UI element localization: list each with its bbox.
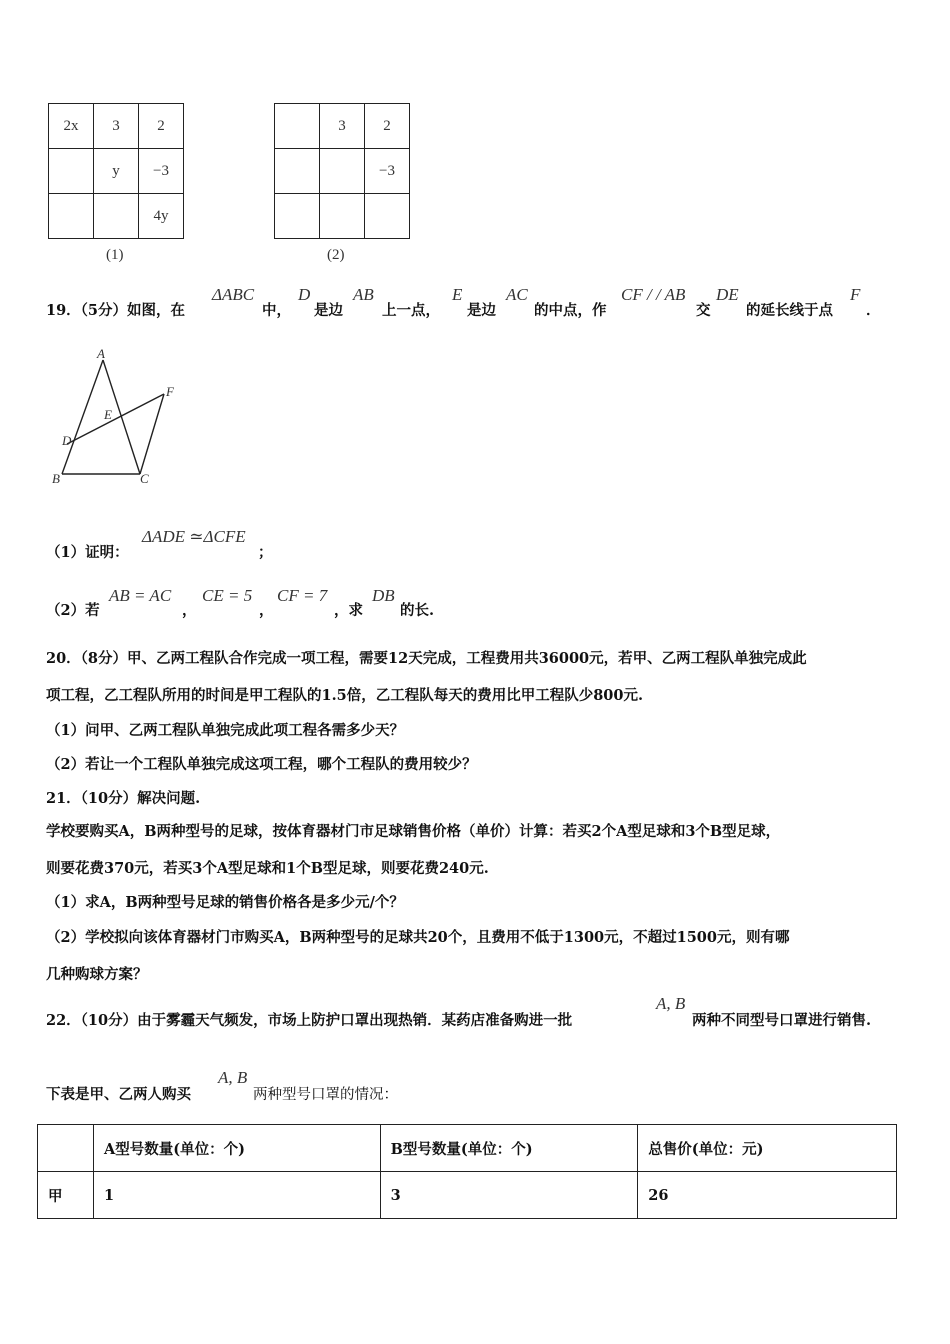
q19-part2-comma-2: ， (259, 602, 274, 619)
grid-1-caption: (1) (106, 247, 124, 263)
grid1-cell: 2 (139, 104, 184, 149)
grid-1 (48, 103, 184, 239)
table-header-cell (38, 1125, 94, 1172)
grid2-cell: 2 (365, 104, 410, 149)
table-header-cell: B型号数量(单位：个) (380, 1125, 638, 1172)
grid2-cell: 3 (320, 104, 365, 149)
grid1-cell (49, 194, 94, 239)
purchase-table (37, 1124, 897, 1219)
label-f: F (166, 384, 174, 399)
grid-2-caption: (2) (327, 247, 345, 263)
q22-math-1: A, B (656, 994, 686, 1013)
q19-part2-text: ，求 (334, 602, 363, 619)
table-cell: 甲 (38, 1172, 94, 1219)
q21-part-2a: （2）学校拟向该体育器材门市购买A，B两种型号的足球共20个，且费用不低于1300元，不超过1500元，则有哪 (46, 929, 790, 946)
q22-math-2: A, B (218, 1068, 248, 1087)
q19-math-d: D (298, 285, 311, 304)
table-row (38, 1172, 897, 1219)
q22-text-4: 两种型号口罩的情况： (253, 1087, 398, 1103)
grid1-cell (94, 194, 139, 239)
q19-part2-label: （2）若 (46, 602, 100, 619)
table-header-row (38, 1125, 897, 1172)
q20-line-2: 项工程，乙工程队所用的时间是甲工程队的1.5倍，乙工程队每天的费用比甲工程队少800元. (46, 687, 644, 704)
label-e: E (104, 407, 112, 422)
q19-part2-math-3: CF = 7 (277, 586, 328, 605)
q21-heading: 21．（10分）解决问题. (46, 790, 201, 807)
q20-part-2: （2）若让一个工程队单独完成这项工程，哪个工程队的费用较少？ (46, 756, 477, 773)
q19-part2-comma-1: ， (182, 602, 197, 619)
q21-part-1: （1）求A，B两种型号足球的销售价格各是多少元/个？ (46, 894, 404, 911)
grid1-cell: 3 (94, 104, 139, 149)
q19-math-cf-ab: CF / / AB (621, 285, 686, 304)
label-d: D (62, 433, 72, 448)
q19-text-9: ． (866, 302, 881, 319)
grid1-cell: y (94, 149, 139, 194)
grid2-cell (275, 149, 320, 194)
grid2-cell (320, 149, 365, 194)
grid1-cell: −3 (139, 149, 184, 194)
q20-line-1: 20．（8分）甲、乙两工程队合作完成一项工程，需要12天完成，工程费用共36000元，若甲、乙两工程队单独完成此 (46, 650, 807, 667)
q19-text-8: 的延长线于点 (746, 302, 833, 319)
q19-math-f: F (850, 285, 861, 304)
q19-math-e: E (452, 285, 463, 304)
q19-part1-label: （1）证明： (46, 544, 129, 561)
q19-part1-end: ； (258, 544, 273, 561)
table-cell: 1 (93, 1172, 380, 1219)
grid2-cell: −3 (365, 149, 410, 194)
table-cell: 3 (380, 1172, 638, 1219)
label-c: C (140, 471, 149, 486)
q19-math-ab: AB (353, 285, 374, 304)
q19-text-5: 是边 (467, 302, 496, 319)
q22-text-3: 下表是甲、乙两人购买 (46, 1086, 191, 1103)
q22-text-2: 两种不同型号口罩进行销售. (692, 1012, 872, 1029)
grid1-cell: 4y (139, 194, 184, 239)
q21-line-2: 则要花费370元，若买3个A型足球和1个B型足球，则要花费240元. (46, 860, 489, 877)
q19-text-6: 的中点，作 (534, 302, 607, 319)
table-cell: 26 (638, 1172, 897, 1219)
table-header-cell: A型号数量(单位：个) (93, 1125, 380, 1172)
triangle-figure (40, 340, 190, 490)
q19-part2-end: 的长. (400, 602, 435, 619)
q19-text-1: 19．（5分）如图，在 (46, 302, 186, 319)
q21-part-2b: 几种购球方案？ (46, 966, 148, 983)
q19-text-2: 中， (262, 302, 291, 319)
q19-text-4: 上一点， (382, 302, 440, 319)
label-b: B (52, 471, 60, 486)
q21-line-1: 学校要购买A，B两种型号的足球，按体育器材门市足球销售价格（单价）计算：若买2个A型足球和3个B型足球， (46, 823, 781, 840)
q19-part1-congruence: ΔADE ≃ΔCFE (142, 527, 246, 546)
grid2-cell (365, 194, 410, 239)
q19-part2-math-1: AB = AC (109, 586, 172, 605)
q19-math-ac: AC (506, 285, 528, 304)
table-header-cell: 总售价(单位：元) (638, 1125, 897, 1172)
grid1-cell: 2x (49, 104, 94, 149)
label-a: A (97, 346, 105, 361)
grid-2 (274, 103, 410, 239)
q20-part-1: （1）问甲、乙两工程队单独完成此项工程各需多少天？ (46, 722, 405, 739)
q19-math-abc: ΔABC (212, 285, 255, 304)
q19-text-3: 是边 (314, 302, 343, 319)
grid2-cell (320, 194, 365, 239)
q19-text-7: 交 (696, 302, 711, 319)
grid1-cell (49, 149, 94, 194)
grid2-cell (275, 194, 320, 239)
q19-part2-math-4: DB (372, 586, 395, 605)
q19-part2-math-2: CE = 5 (202, 586, 253, 605)
q22-text-1: 22．（10分）由于雾霾天气频发，市场上防护口罩出现热销．某药店准备购进一批 (46, 1012, 573, 1029)
grid2-cell (275, 104, 320, 149)
q19-math-de: DE (716, 285, 739, 304)
